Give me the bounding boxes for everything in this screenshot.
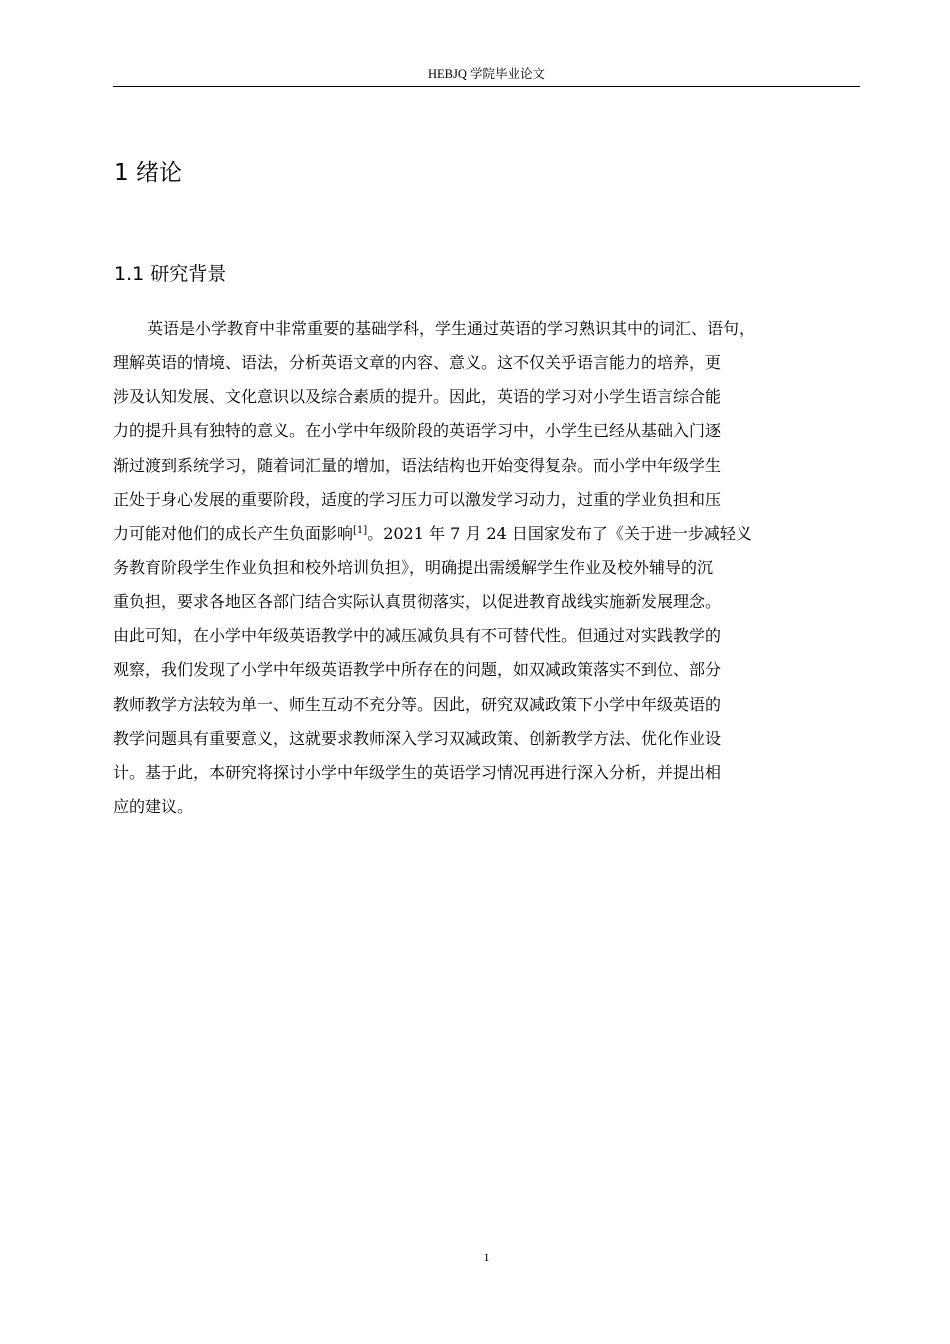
paragraph-line: 教师教学方法较为单一、师生互动不充分等。因此，研究双减政策下小学中年级英语的 <box>113 694 722 714</box>
page-number: 1 <box>483 1250 490 1264</box>
section-title: 1.1 研究背景 <box>114 263 227 285</box>
paragraph-line: 涉及认知发展、文化意识以及综合素质的提升。因此，英语的学习对小学生语言综合能 <box>113 387 722 407</box>
chapter-title: 1 绪论 <box>114 160 182 186</box>
paragraph-line-text: 。2021 年 7 月 24 日国家发布了《关于进一步减轻义 <box>367 523 752 543</box>
paragraph-line: 教学问题具有重要意义，这就要求教师深入学习双减政策、创新教学方法、优化作业设 <box>113 728 722 748</box>
paragraph-line: 理解英语的情境、语法，分析英语文章的内容、意义。这不仅关乎语言能力的培养，更 <box>113 353 722 373</box>
citation-marker: [1] <box>353 524 368 536</box>
paragraph-line: 由此可知，在小学中年级英语教学中的减压减负具有不可替代性。但通过对实践教学的 <box>113 626 722 646</box>
paragraph-line: 观察，我们发现了小学中年级英语教学中所存在的问题，如双减政策落实不到位、部分 <box>113 660 722 680</box>
paragraph-line: 务教育阶段学生作业负担和校外培训负担》，明确提出需缓解学生作业及校外辅导的沉 <box>113 557 714 577</box>
paragraph-line-text: 力可能对他们的成长产生负面影响 <box>113 523 354 543</box>
paragraph-line: 应的建议。 <box>113 796 194 816</box>
paragraph-line: 重负担，要求各地区各部门结合实际认真贯彻落实，以促进教育战线实施新发展理念。 <box>113 592 722 612</box>
body-paragraph <box>113 312 873 824</box>
paragraph-line: 英语是小学教育中非常重要的基础学科，学生通过英语的学习熟识其中的词汇、语句， <box>147 319 756 338</box>
paragraph-line: 计。基于此，本研究将探讨小学中年级学生的英语学习情况再进行深入分析，并提出相 <box>113 762 722 782</box>
running-header: HEBJQ 学院毕业论文 <box>427 67 546 81</box>
paragraph-line-with-citation <box>113 517 873 551</box>
header-rule <box>113 86 860 87</box>
paragraph-line: 力的提升具有独特的意义。在小学中年级阶段的英语学习中，小学生已经从基础入门逐 <box>113 421 722 441</box>
paragraph-line: 正处于身心发展的重要阶段，适度的学习压力可以激发学习动力，过重的学业负担和压 <box>113 489 722 509</box>
paragraph-line: 渐过渡到系统学习，随着词汇量的增加，语法结构也开始变得复杂。而小学中年级学生 <box>113 455 722 475</box>
